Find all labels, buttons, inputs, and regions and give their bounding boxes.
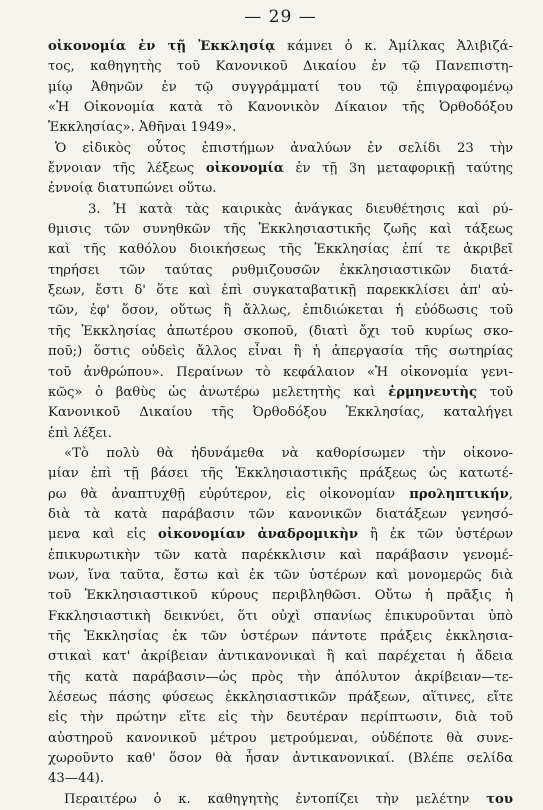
text-line	[48, 424, 513, 444]
text-line	[48, 281, 513, 301]
line-text: εἰς τὴν πρώτην εἴτε εἰς τὴν δευτέραν περίπτωσιν, διὰ τοῦ	[48, 710, 513, 726]
line-text: τηρήσει τῶν ταύτας ρυθμιζουσῶν ἐκκλησιαστικῶν διατά-	[48, 262, 513, 278]
line-text: τοῦ ἀνθρώπου». Περαίνων τὸ κεφάλαιον «Ἡ οἰκονομία γενι-	[48, 364, 513, 380]
line-text: «Ἡ Οἰκονομία κατὰ τὸ Κανονικὸν Δίκαιον τῆς Ὀρθοδόξου	[48, 100, 513, 116]
line-text: στικαὶ κατ' ἀκρίβειαν ἀντικανονικαὶ ἢ καὶ παρέχεται ἡ ἄδεια	[48, 649, 513, 665]
line-text: Ὁ εἰδικὸς οὗτος ἐπιστήμων ἀναλύων ἐν σελίδι 23 τὴν	[55, 140, 513, 156]
line-text: κάμνει ὁ κ. Ἀμίλκας Ἀλιβιζά-	[275, 39, 513, 54]
text-line	[48, 444, 513, 464]
line-text: διὰ τὰ κατὰ παράβασιν τῶν κανονικῶν διατάξεων γενησό-	[48, 506, 513, 522]
page-number: — 29 —	[244, 7, 317, 27]
text-line	[48, 220, 513, 240]
text-line	[48, 37, 513, 57]
text-line	[48, 485, 513, 505]
line-text: τῆς Ἐκκλησίας ἀπωτέρου σκοποῦ, (διατὶ ὄχι τοῦ κυρίως σκο-	[48, 323, 513, 339]
emphasis-text: οἰκονομία	[205, 161, 284, 177]
text-line	[48, 769, 513, 789]
line-text: 43—44).	[48, 771, 105, 787]
emphasis-text: προληπτικήν	[409, 486, 509, 502]
line-text: μενα καὶ εἰς	[48, 527, 159, 543]
text-line	[48, 200, 513, 220]
text-line	[48, 546, 513, 566]
line-text: τος, καθηγητὴς τοῦ Κανονικοῦ Δικαίου ἐν τῷ Πανεπιστη-	[48, 59, 513, 75]
text-line	[48, 668, 513, 688]
text-line	[48, 627, 513, 647]
text-line	[48, 159, 513, 179]
line-text: θμισις τῶν συνηθκῶν τῆς Ἐκκλησιαστικῆς ζωῆς καὶ τάξεως	[48, 222, 513, 238]
text-line	[48, 57, 513, 77]
text-line	[48, 607, 513, 627]
text-line	[48, 98, 513, 118]
text-line	[48, 322, 513, 342]
line-text: ρω θὰ ἀναπτυχθῇ εὐρύτερον, εἰς οἰκονομίαν	[48, 486, 410, 502]
line-text: καὶ τῆς καθόλου διοικήσεως τῆς Ἐκκλησίας ἐπί τε ἀκριβεῖ	[48, 242, 513, 258]
text-line	[48, 566, 513, 586]
text-line	[48, 525, 513, 545]
line-text: νων, ἵνα ταῦτα, ἔστω καὶ ἐκ τῶν ὑστέρων καὶ μονομερῶς διὰ	[48, 567, 513, 583]
line-text: ἐπικυρωτικὴν τῶν κατὰ παρέκκλισιν καὶ παράβασιν γενομέ-	[48, 547, 513, 563]
text-line	[48, 505, 513, 525]
line-text: τῶν, ἐφ' ὅσον, οὕτως ἢ ἄλλως, ἐπιδιώκεται ἡ εὐόδωσις τοῦ	[48, 303, 513, 319]
line-text: Κανονικοῦ Δικαίου τῆς Ὀρθοδόξου Ἐκκλησίας, καταλήγει	[48, 405, 513, 421]
text-line	[48, 78, 513, 98]
line-text: τοῦ Ἐκκλησιαστικοῦ κύρους περιβληθῶσι. Οὕτω ἡ πρᾶξις ἡ	[48, 588, 513, 604]
emphasis-text: οἰκονομία ἐν τῇ Ἐκκλησίᾳ	[48, 39, 276, 54]
text-line	[48, 363, 513, 383]
text-line	[48, 729, 513, 749]
text-line	[48, 139, 513, 159]
line-text: λέσεως πάσης φύσεως ἐκκλησιαστικῶν πράξεων, αἵτινες, εἴτε	[48, 690, 513, 705]
text-line	[48, 301, 513, 321]
line-text: Περαιτέρω ὁ κ. καθηγητὴς ἐντοπίζει τὴν μελέτην	[64, 791, 487, 807]
line-text: 3. Ἡ κατὰ τὰς καιρικὰς ἀνάγκας διευθέτησις καὶ ρύ-	[88, 201, 513, 217]
text-line	[48, 688, 513, 708]
text-line	[48, 179, 513, 199]
line-text: ἢ ἐκ τῶν ὑστέρων	[358, 527, 513, 543]
line-text: ἐννοίᾳ διατυπώνει οὕτω.	[48, 181, 217, 197]
line-text: ξεων, ἔστι δ' ὅτε καὶ ἐπὶ συγκαταβατικῇ παρεκκλίσει ἀπ' αὐ-	[48, 283, 513, 299]
text-line	[48, 464, 513, 484]
emphasis-text: του	[486, 791, 513, 807]
text-line	[48, 261, 513, 281]
text-line	[48, 749, 513, 769]
text-line	[48, 403, 513, 423]
line-text: «Τὸ πολὺ θὰ ἠδυνάμεθα νὰ καθορίσωμεν τὴν οἰκονο-	[64, 445, 513, 461]
line-text: ἐπὶ λέξει.	[48, 425, 112, 441]
line-text: ἔννοιαν τῆς λέξεως	[48, 161, 206, 177]
line-text: ἐν τῇ 3η μεταφορικῇ ταύτης	[283, 161, 513, 177]
line-text: μίῳ Ἀθηνῶν ἐν τῷ συγγράμματί του τῷ ἐπιγραφομένῳ	[48, 79, 513, 95]
line-text: κῶς» ὁ βαθὺς ὡς ἀνωτέρω μελετητὴς καὶ	[48, 384, 389, 400]
line-text: τῆς Ἐκκλησίας ἐκ τῶν ὑστέρων πάντοτε πράξεις ἐκκλησια-	[48, 628, 513, 644]
line-text: αὐστηροῦ κανονικοῦ μέτρου μετρούμεναι, οὐδέποτε θὰ συνε-	[48, 730, 513, 746]
line-text: μίαν ἐπὶ τῇ βάσει τῆς Ἐκκλησιαστικῆς πράξεως ὡς κατωτέ-	[48, 466, 513, 482]
line-text: ποῦ;) ὅστις οὐδεὶς ἄλλος εἶναι ἢ ἡ ἀπεργασία τῆς σωτηρίας	[48, 344, 513, 360]
emphasis-text: οἰκονομίαν ἀναδρομικὴν	[158, 527, 359, 543]
text-line	[48, 647, 513, 667]
text-line	[48, 708, 513, 728]
line-text: τοῦ	[477, 384, 513, 400]
line-text: ,	[508, 486, 513, 502]
line-text: τῆς κατὰ παράβασιν—ὡς πρὸς τὴν ἀπόλυτον ἀκρίβειαν—τε-	[48, 669, 513, 685]
body-text	[48, 37, 513, 810]
line-text: Ἐκκλησίας». Ἀθῆναι 1949».	[48, 120, 237, 136]
line-text: χωροῦντο καθ' ὅσον θὰ ἦσαν ἀντικανονικαί. (Βλέπε σελίδα	[48, 751, 513, 767]
text-line	[48, 586, 513, 606]
text-line	[48, 240, 513, 260]
text-line	[48, 383, 513, 403]
text-line	[48, 118, 513, 138]
emphasis-text: ἑρμηνευτὴς	[388, 384, 478, 400]
text-line	[48, 342, 513, 362]
line-text: Fκκλησιαστικὴ δεικνύει, ὅτι οὐχὶ σπανίως ἐπικυροῦνται ὑπὸ	[48, 608, 513, 624]
